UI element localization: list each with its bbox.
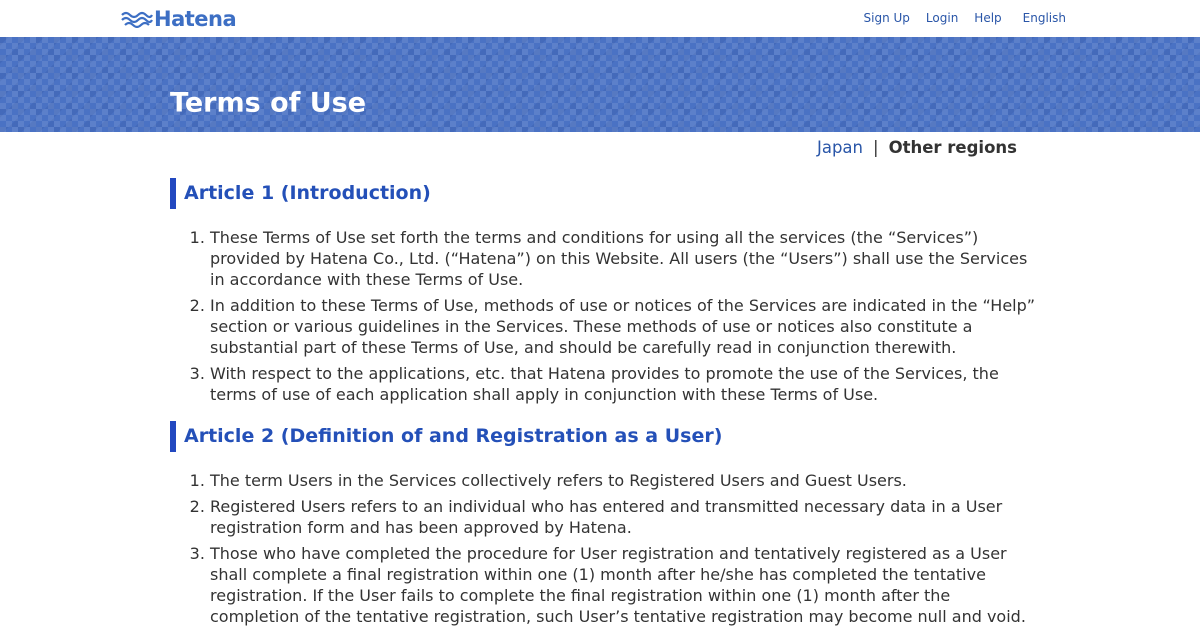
region-separator: | [873,138,879,157]
article-heading: Article 1 (Introduction) [170,178,1040,209]
article-heading: Article 2 (Definition of and Registration as a User) [170,421,1040,452]
login-link[interactable]: Login [925,11,959,25]
article-2 [170,421,1040,627]
list-item: 1. The term Users in the Services collectively refers to Registered Users and Guest Users. [210,470,1040,491]
list-item: 1. These Terms of Use set forth the terms and conditions for using all the services (the “Services”) provided by Hatena Co., Ltd. (“Hatena”) on this Website. All users (the “Users”) shall use the Services in accordance with these Terms of Use. [210,227,1040,290]
list-item: 3. Those who have completed the procedure for User registration and tentatively registered as a User shall complete a final registration within one (1) month after he/she has completed the tentative registration. If the User fails to complete the final registration within one (1) month after the completion of the tentative registration, such User’s tentative registration may become null and void. [210,543,1040,627]
article-items [170,470,1040,627]
region-current: Other regions [888,138,1017,157]
logo-text: Hatena [154,7,237,31]
terms-content [170,178,1040,632]
page-banner [0,37,1200,132]
top-nav [848,11,1066,25]
list-item: 2. Registered Users refers to an individual who has entered and transmitted necessary data in a User registration form and has been approved by Hatena. [210,496,1040,538]
help-link[interactable]: Help [974,11,1002,25]
signup-link[interactable]: Sign Up [863,11,910,25]
hatena-wave-icon [121,10,153,28]
article-1 [170,178,1040,405]
page-title: Terms of Use [170,87,367,119]
region-switcher [817,138,1017,158]
list-item: 2. In addition to these Terms of Use, methods of use or notices of the Services are indicated in the “Help” section or various guidelines in the Services. These methods of use or notices also constitute a substantial part of these Terms of Use, and should be carefully read in conjunction therewith. [210,295,1040,358]
hatena-logo[interactable] [121,7,236,31]
region-japan-link[interactable]: Japan [816,138,863,157]
language-selector[interactable]: English [1022,11,1066,25]
top-bar [0,0,1200,37]
article-items [170,227,1040,405]
list-item: 3. With respect to the applications, etc. that Hatena provides to promote the use of the Services, the terms of use of each application shall apply in conjunction with these Terms of Use. [210,363,1040,405]
